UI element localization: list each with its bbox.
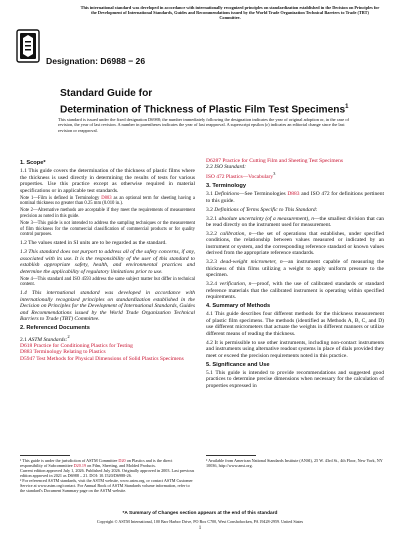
link-d20-19[interactable]: D20.19 [73,463,87,468]
link-d883-ref[interactable]: D883 [20,349,33,356]
left-column [20,158,195,362]
page-number: 1 [198,526,202,531]
wto-notice: This international standard was developed in accordance with internationally recognized principles on standardization established in the Decision on Principles for the Development of International Standards, Guides and Recommendations issued by the World Trade Organization Technical Barriers to Trade (TBT) Committee. [80,5,380,21]
link-d5947[interactable]: D5947 [20,355,35,362]
footnote-3: ³ Available from American National Standards Institute (ANSI), 25 W. 43rd St., 4th Floor, New York, NY 10036, http://www.ansi.org. [206,458,383,468]
para-3-2: 3.2 Definitions of Terms Specific to This Standard: [206,206,318,213]
link-iso472[interactable]: ISO 472 [206,173,225,180]
link-d883-terminology[interactable]: D883 [287,191,300,198]
ref-d618: D618 Practice for Conditioning Plastics for Testing [20,342,133,349]
para-3-2-1: 3.2.1 absolute uncertainty (of a measurement), n—the smallest division that can be read directly on the instrument used for measurement. [206,215,385,228]
para-4-2: 4.2 It is permissible to use other instruments, including non-contact instruments and instruments using alternative readout systems in place of dials provided they meet or exceed the precision requirements noted in this practice. [206,339,384,359]
title-footnote-mark: 1 [345,103,349,110]
standard-note: This standard is issued under the fixed designation D6988; the number immediately following the designation indicates the year of original adoption or, in the case of revision, the year of last revision. A number in parentheses indicates the year of last reapproval. A superscript epsilon (ε) indicates an editorial change since the last revision or reapproval. [58,117,349,133]
footnote-1: ¹ This guide is under the jurisdiction of ASTM Committee D20 on Plastics and is the direct responsibility of Subcommittee D20.19 on Film, Sheeting, and Molded Products. [20,458,173,468]
section-heading-significance-and-use: 5. Significance and Use [206,361,270,368]
ref-d5947: D5947 Test Methods for Physical Dimensions of Solid Plastics Specimens [20,355,184,362]
link-d20[interactable]: D20 [118,458,126,463]
section-heading-summary-of-methods: 4. Summary of Methods [206,302,271,309]
ref-d6287: D6287 Practice for Cutting Film and Sheeting Test Specimens [206,158,344,164]
note-3: Note 3—This guide is not intended to address the sampling techniques or the measurement of film thickness for the commercial classification of commercial products or for quality control purposes. [20,221,195,238]
astm-logo-icon [16,29,40,63]
title-line2: Determination of Thickness of Plastic Film Test Specimens$^1$ [60,103,349,115]
section-heading-referenced-documents: 2. Referenced Documents [20,325,90,332]
footnotes-left [20,458,195,493]
section-heading-terminology: 3. Terminology [206,182,247,189]
footnote-1-edition: Current edition approved July 1, 2026. Published July 2026. Originally approved in 2003. Last previous edition approved in 2021 as D6988 – 21. DOI: 10.1520/D6988-26. [20,468,195,478]
note-1: Note 1—Film is defined in Terminology D883 as an optional term for sheeting having a nominal thickness no greater than 0.25 mm (0.010 in.). [20,195,195,207]
para-3-2-4: 3.2.4 verification, n—proof, with the use of calibrated standards or standard reference materials that the calibrated instrument is operating within specified requirements. [206,281,384,300]
para-3-1: 3.1 Definitions—See Terminologies D883 and ISO 472 for definitions pertinent to this guide. [206,191,384,204]
ref-d883: D883 Terminology Relating to Plastics [20,349,106,356]
para-2-1: 2.1 ASTM Standards:$^2$ [20,333,70,343]
ref-iso472: ISO 472 Plastics—Vocabulary$^3$ [206,170,276,180]
footnote-divider-right [206,455,256,456]
title-line1: Standard Guide for [60,88,153,99]
link-d6287[interactable]: D6287 [206,158,221,164]
copyright-line: Copyright © ASTM International, 100 Barr Harbor Drive, PO Box C700, West Conshohocken, PA 19428-2959. United States [96,519,304,524]
para-2-2: 2.2 ISO Standard: [206,164,246,171]
para-5-1: 5.1 This guide is intended to provide recommendations and suggested good practices to determine precise dimensions when necessary for the calculation of properties expressed in [206,370,384,389]
note-4: Note 4—This standard and ISO 4593 address the same subject matter but differ in technical content. [20,276,195,288]
summary-of-changes-note: *A Summary of Changes section appears at the end of this standard [122,511,278,516]
section-heading-scope: 1. Scope* [20,160,46,166]
footnote-2: ² For referenced ASTM standards, visit the ASTM website, www.astm.org, or contact ASTM Customer Service at www.astm.org/contact. For Annual Book of ASTM Standards volume information, refer to the standard's Document Summary page on the ASTM website. [20,478,193,493]
para-1-2: 1.2 The values stated in SI units are to be regarded as the standard. [20,240,167,247]
link-d883[interactable]: D883 [101,195,112,201]
document-title [60,88,360,116]
para-4-1: 4.1 This guide describes four different methods for the thickness measurement of plastic film specimens. The methods (identified as Methods A, B, C, and D) use different micrometers that actuate the weights in different manners or utilize different means of reading the thickness. [206,311,384,337]
para-1-1: 1.1 This guide covers the determination of the thickness of plastic films where the thickness is used directly in determining the results of tests for various properties. Use this practice except as otherwise required in material specifications or in applicable test standards. [20,168,195,194]
para-1-3: 1.3 This standard does not purport to address all of the safety concerns, if any, associated with its use. It is the responsibility of the user of this standard to establish appropriate safety, health, and environmental practices and determine the applicability of regulatory limitations prior to use. [20,249,195,275]
para-3-2-3: 3.2.3 dead-weight micrometer, n—an instrument capable of measuring the thickness of thin films utilizing a weight to apply uniform pressure to the specimen. [206,259,385,279]
footnote-divider [20,455,70,456]
footnotes-right [206,458,384,468]
note-2: Note 2—Alternative methods are acceptable if they meet the requirements of measurement precision as noted in this guide. [20,208,195,220]
designation: Designation: D6988 − 26 [46,56,146,66]
para-1-4: 1.4 This international standard was developed in accordance with internationally recognized principles on standardization established in the Decision on Principles for the Development of International Standards, Guides and Recommendations issued by the World Trade Organization Technical Barriers to Trade (TBT) Committee. [20,290,195,323]
link-d618[interactable]: D618 [20,342,33,349]
para-3-2-2: 3.2.2 calibration, n—the set of operations that establishes, under specified conditions, the relationship between values measured or indicated by an instrument or system, and the corresponding reference standard or known values derived from the appropriate reference standards. [206,230,384,257]
right-column [206,158,384,389]
